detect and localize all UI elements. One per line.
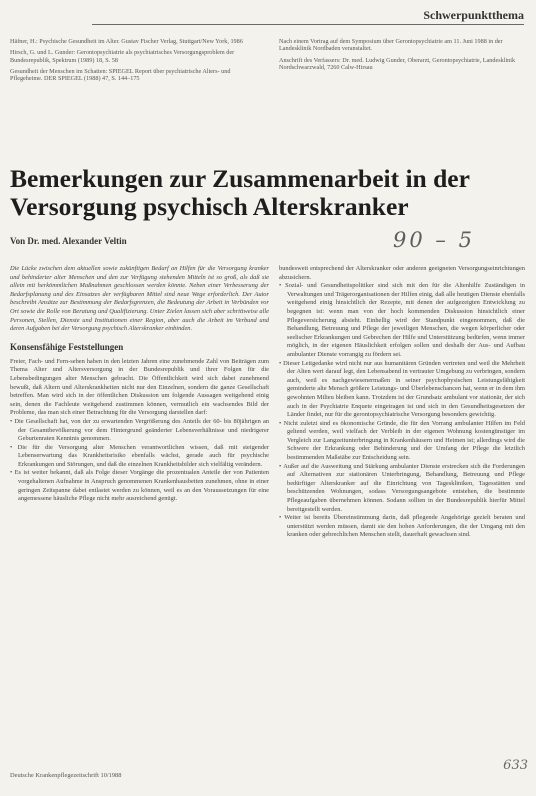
- body-paragraph: bundesweit entsprechend der Alterskranker oder anderen geeigneten Versorgungseinrichtungen abzusichern.: [279, 265, 525, 281]
- references-left: [10, 38, 264, 86]
- bullet-text: Nicht zuletzt sind es ökonomische Gründe, die für den Vorrang ambulanter Hilfen im Feld geltend werden, weil vielfach der Verbleib in der eigenen Wohnung kostengünstiger im Vergleich zur Langzeitunterbringung in Krankenhäusern und Heimen ist; allerdings wird die Schwere der Erkrankung oder Behinderung und der Umfang der Pflege die letztlich bestimmenden Maßstäbe zur Entscheidung sein.: [283, 419, 525, 462]
- reference-item: Hirsch, G. und L. Gunder: Gerontopsychiatrie als psychiatrisches Versorgungsproblem der Bundesrepublik, Spektrum (1989) 18, S. 58: [10, 49, 235, 64]
- article-column-right: [279, 265, 525, 540]
- bullet-item: • Die für die Versorgung alter Menschen verantwortlichen wissen, daß mit steigender Lebenserwartung das Krankheitsrisiko ebenfalls wächst, gerade auch für psychische Erkrankungen und Störungen, und daß die einzelnen Krankheitsbilder sich vielfältig verändern.: [10, 443, 269, 468]
- bullet-item: • Nicht zuletzt sind es ökonomische Gründe, die für den Vorrang ambulanter Hilfen im Feld geltend werden, weil vielfach der Verbleib in der eigenen Wohnung kostengünstiger im Vergleich zur Langzeitunterbringung in Krankenhäusern und Heimen ist; allerdings wird die Schwere der Erkrankung oder Behinderung und der Umfang der Pflege die letztlich bestimmenden Maßstäbe zur Entscheidung sein.: [279, 419, 525, 462]
- handwritten-annotation: 90 – 5: [393, 228, 475, 252]
- bullet-item: • Es ist weiter bekannt, daß als Folge dieser Vorgänge die prozentualen Anteile der von Patienten vorgehaltenen Aufnahme in Anspruch genommenen Krankenhausbetten zunehmen, ohne in einer geringen Zeitspanne dabei entlastet werden zu können, weil es an den Voraussetzungen für eine angemessene häusliche Pflege nicht mehr ausreichend genügt.: [10, 469, 269, 503]
- bullet-item: • Sozial- und Gesundheitspolitiker sind sich mit den für die Altenhilfe Zuständigen in Verwaltungen und Trägerorganisationen der Hilfen einig, daß alle heutigen Dienste ebenfalls weitgehend einig hinsichtlich der Rezepte, mit denen der aufgezeigten Entwicklung zu begegnen ist: wenn man von der hoch kommenden Diskussion hinsichtlich einer Pflegeversicherung absieht. Einhellig wird der Standpunkt eingenommen, daß die Behandlung, Betreuung und Pflege der jeweiligen Menschen, die wegen körperlicher oder seelischer Erkrankungen und Gebrechen der Hilfe und Unterstützung bedürfen, wenn immer möglich, in der eigenen Häuslichkeit erfolgen sollen und deshalb der Aus- und Aufbau ambulanter Dienste vorrangig zu fördern sei.: [279, 282, 525, 358]
- body-paragraph: Freier, Fach- und Fern-sehen haben in den letzten Jahren eine zunehmende Zahl von Beiträgen zum Thema Alter und Altersversorgung in der Bundesrepublik und ihrer Folgen für die Lebensbedingungen alter Menschen gebracht. Die Öffentlichkeit wird sich dabei zunehmend bewußt, daß Altern und Alterskrankheiten nicht nur den Einzelnen, sondern die ganze Gesellschaft betreffen. Man wird sich in der öffentlichen Diskussion um folgende Aussagen weitgehend einig sein, denen die Fachleute weitgehend zustimmen können, vermutlich ein wachsendes Bild der Probleme, das man sich einer Betrachtung für die Versorgung darstellen darf:: [10, 357, 269, 417]
- footer-journal: Deutsche Krankenpflegezeitschrift 10/1988: [10, 772, 122, 779]
- section-header: Schwerpunktthema: [423, 8, 524, 22]
- bullet-text: Die für die Versorgung alter Menschen verantwortlichen wissen, daß mit steigender Lebenserwartung das Krankheitsrisiko ebenfalls wächst, gerade auch für psychische Erkrankungen und Störungen, und daß die einzelnen Krankheitsbilder sich vielfältig verändern.: [17, 443, 269, 468]
- header-rule: [92, 24, 524, 25]
- article-intro: Die Lücke zwischen dem aktuellen sowie zukünftigen Bedarf an Hilfen für die Versorgung kranker und behinderter alter Menschen und den zur Verfügung stehenden Mitteln ist so groß, als daß sie allein mit herkömmlichen Maßnahmen geschlossen werden könnte. Neben einer Verbesserung der Bedarfsplanung und des Einsatzes der verfügbaren Mittel sind neue Wege erforderlich. Der Autor beschreibt Ansätze zur Bestimmung der Bedarfsgrenzen, die Bedeutung der Arbeit in Verbünden vor Ort sowie die Rolle von Beratung und Qualifizierung. Unter Zielen lassen sich aber schrittweise alle Personen, Stellen, Dienste und Institutionen einer Region, aber auch die Arbeit im Verbund und deren Aufgaben bei der Versorgung psychisch Alterskranker einbinden.: [10, 265, 269, 333]
- bullet-text: Die Gesellschaft hat, von der zu erwartenden Vergrößerung des Anteils der 60- bis 80jährigen an der Gesamtbevölkerung vor dem Hintergrund geänderter Lebensverhältnisse und niedrigerer Geburtenraten Kenntnis genommen.: [14, 417, 269, 443]
- author-address: Anschrift des Verfassers: Dr. med. Ludwig Gunder, Oberarzt, Gerontopsychiatrie, Landesklinik Nordschwarzwald, 7260 Calw-Hirsau: [279, 56, 516, 71]
- article-byline: Von Dr. med. Alexander Veltin: [10, 236, 127, 246]
- bullet-item: • Die Gesellschaft hat, von der zu erwartenden Vergrößerung des Anteils der 60- bis 80jährigen an der Gesamtbevölkerung vor dem Hintergrund geänderter Lebensverhältnisse und niedrigerer Geburtenraten Kenntnis genommen.: [10, 417, 269, 443]
- bullet-text: Es ist weiter bekannt, daß als Folge dieser Vorgänge die prozentualen Anteile der von Patienten vorgehaltenen Aufnahme in Anspruch genommenen Krankenhausbetten zunehmen, ohne in einer geringen Zeitspanne dabei entlastet werden zu können, weil es an den Voraussetzungen für eine angemessene häusliche Pflege nicht mehr ausreichend genügt.: [14, 469, 269, 503]
- bullet-item: • Dieser Leitgedanke wird nicht nur aus humanitären Gründen vertreten und weil die Mehrheit der Alten wert darauf legt, den Lebensabend in vertrauter Umgebung zu verbringen, sondern auch, weil es nachgewiesenermaßen in seiner psychophysischen Leistungsfähigkeit geminderte alte Mensch größere Leistungs- und Überlebenschancen hat, wenn er in dem ihm gewohnten Milieu bleiben kann. Trotzdem ist der Grundsatz ambulant vor stationär, der sich auch in der Psychiatrie Enquete eingetragen ist und sich in den Gesundheitsgesetzen der Länder findet, nur für die gerontopsychiatrische Versorgung besonders gewichtig.: [279, 359, 525, 419]
- section-subheading: Konsensfähige Feststellungen: [10, 341, 124, 352]
- reference-item: Häfner, H.: Psychische Gesundheit im Alter. Gustav Fischer Verlag, Stuttgart/New York, 1986: [10, 38, 243, 45]
- article-column-left: [10, 265, 269, 504]
- bullet-text: Sozial- und Gesundheitspolitiker sind sich mit den für die Altenhilfe Zuständigen in Verwaltungen und Trägerorganisationen der Hilfen einig, daß alle heutigen Dienste ebenfalls weitgehend einig hinsichtlich der Rezepte, mit denen der aufgezeigten Entwicklung zu begegnen ist: wenn man von der hoch kommenden Diskussion hinsichtlich einer Pflegeversicherung absieht. Einhellig wird der Standpunkt eingenommen, daß die Behandlung, Betreuung und Pflege der jeweiligen Menschen, die wegen körperlicher oder seelischer Erkrankungen und Gebrechen der Hilfe und Unterstützung bedürfen, wenn immer möglich, in der eigenen Häuslichkeit erfolgen sollen und deshalb der Aus- und Aufbau ambulanter Dienste vorrangig zu fördern sei.: [285, 282, 525, 358]
- bullet-text: Weiter ist bereits Übereinstimmung darin, daß pflegende Angehörige gezielt beraten und unterstützt werden müssen, damit sie den hohen Anforderungen, die der Umgang mit den kranken oder gebrechlichen Menschen stellt, dauerhaft gewachsen sind.: [284, 514, 525, 539]
- reference-item: Gesundheit der Menschen im Schatten: SPIEGEL Report über psychiatrische Alters- und Pflegeheime. DER SPIEGEL (1988) 47, S. 144–175: [10, 67, 231, 83]
- bullet-text: Dieser Leitgedanke wird nicht nur aus humanitären Gründen vertreten und weil die Mehrheit der Alten wert darauf legt, den Lebensabend in vertrauter Umgebung zu verbringen, sondern auch, weil es nachgewiesenermaßen in seiner psychophysischen Leistungsfähigkeit geminderte alte Mensch größere Leistungs- und Überlebenschancen hat, wenn er in dem ihm gewohnten Milieu bleiben kann. Trotzdem ist der Grundsatz ambulant vor stationär, der sich auch in der Psychiatrie Enquete eingetragen ist und sich in den Gesundheitsgesetzen der Länder findet, nur für die gerontopsychiatrische Versorgung besonders gewichtig.: [283, 359, 525, 419]
- bullet-item: • Weiter ist bereits Übereinstimmung darin, daß pflegende Angehörige gezielt beraten und unterstützt werden müssen, damit sie den hohen Anforderungen, die der Umgang mit den kranken oder gebrechlichen Menschen stellt, dauerhaft gewachsen sind.: [279, 514, 525, 539]
- bullet-text: Außer auf die Ausweitung und Stärkung ambulanter Dienste erstrecken sich die Forderungen auf Alternativen zur stationären Unterbringung, Behandlung, Betreuung und Pflege bedürftiger Alterskranker auf die Einrichtung von Tageskliniken, Tagesstätten und beschützenden Wohnungen, sodass Versorgungsangebote entstehen, die bestimmte Pflegeaufgaben übernehmen können. Sodann sollten in der Bundesrepublik hierfür Mittel bereitgestellt werden.: [283, 462, 525, 513]
- page-number: 633: [503, 758, 528, 773]
- article-title: Bemerkungen zur Zusammenarbeit in der Versorgung psychisch Alterskranker: [10, 164, 470, 221]
- reference-note: Nach einem Vortrag auf dem Symposium über Gerontopsychiatrie am 11. Juni 1988 in der Landesklinik Nordbaden veranstaltet.: [279, 38, 503, 53]
- bullet-item: • Außer auf die Ausweitung und Stärkung ambulanter Dienste erstrecken sich die Forderungen auf Alternativen zur stationären Unterbringung, Behandlung, Betreuung und Pflege bedürftiger Alterskranker auf die Einrichtung von Tageskliniken, Tagesstätten und beschützenden Wohnungen, sodass Versorgungsangebote entstehen, die bestimmte Pflegeaufgaben übernehmen können. Sodann sollten in der Bundesrepublik hierfür Mittel bereitgestellt werden.: [279, 462, 525, 513]
- references-right: [279, 38, 525, 75]
